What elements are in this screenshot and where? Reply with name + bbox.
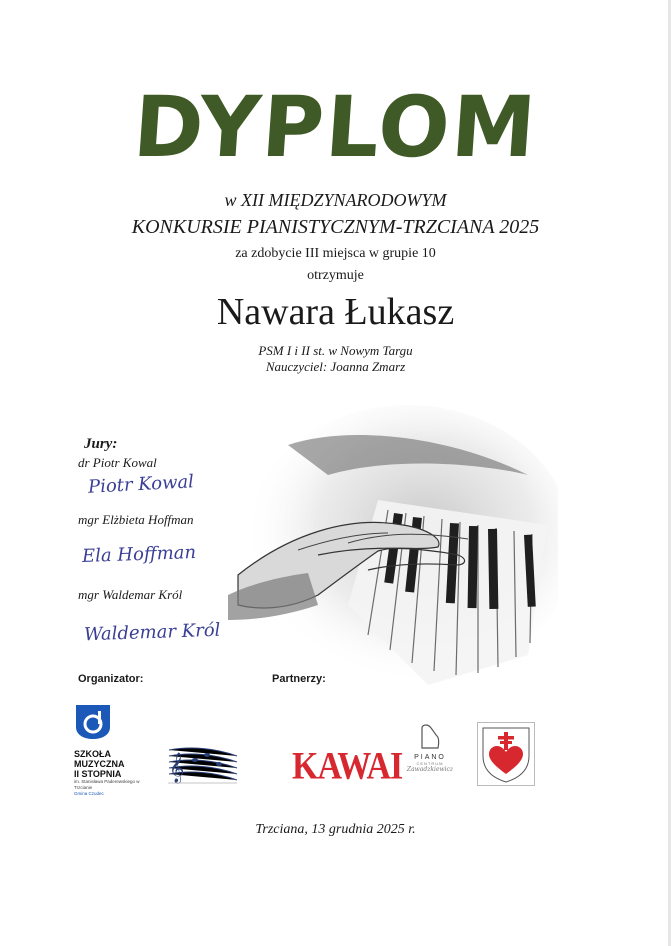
school-name: PSM I i II st. w Nowym Targu [258,343,413,358]
jury-signature-2: Ela Hoffman [81,542,197,567]
school-logo-sub2: Gmina Czudec [74,791,104,796]
school-logo [74,703,144,797]
award-text: za zdobycie III miejsca w grupie 10 [235,246,436,261]
school-logo-line3: II STOPNIA [74,769,122,779]
piano-centrum-line3: Zawadzkiewicz [406,766,454,773]
competition-line-1: w XII MIĘDZYNARODOWYM [224,190,447,210]
piano-hands-illustration [228,405,558,700]
school-logo-line2: MUZYCZNA [74,759,125,769]
music-staff-logo [165,740,240,786]
jury-member-1: dr Piotr Kowal [78,455,157,470]
competition-line-2: KONKURSIE PIANISTYCZNYM-TRZCIANA 2025 [131,216,540,238]
receives-text: otrzymuje [307,268,364,283]
school-logo-icon [74,703,112,741]
school-logo-line1: SZKOŁA [74,749,111,759]
school-logo-sub: im. Stanisława Paderewskiego w Trzcianie [74,779,140,790]
jury-member-2: mgr Elżbieta Hoffman [78,512,194,527]
partners-label: Partnerzy: [272,673,326,685]
grand-piano-icon [418,724,442,750]
jury-signature-1: Piotr Kowal [87,471,195,498]
organizer-label: Organizator: [78,673,144,685]
recipient-name: Nawara Łukasz [216,291,455,333]
diploma-title: DYPLOM [130,78,541,176]
jury-member-3: mgr Waldemar Król [78,587,183,602]
teacher-name: Nauczyciel: Joanna Zmarz [265,359,406,374]
piano-centrum-line2: CENTRUM [416,761,444,766]
coat-of-arms-logo [477,722,535,786]
piano-centrum-logo [404,724,456,773]
place-and-date: Trzciana, 13 grudnia 2025 r. [255,822,416,837]
jury-signature-3: Waldemar Król [83,619,221,646]
kawai-logo: KAWAI [292,745,403,788]
svg-text:𝄞: 𝄞 [169,753,185,783]
jury-label: Jury: [84,436,118,452]
piano-centrum-line1: PIANO [414,754,446,761]
